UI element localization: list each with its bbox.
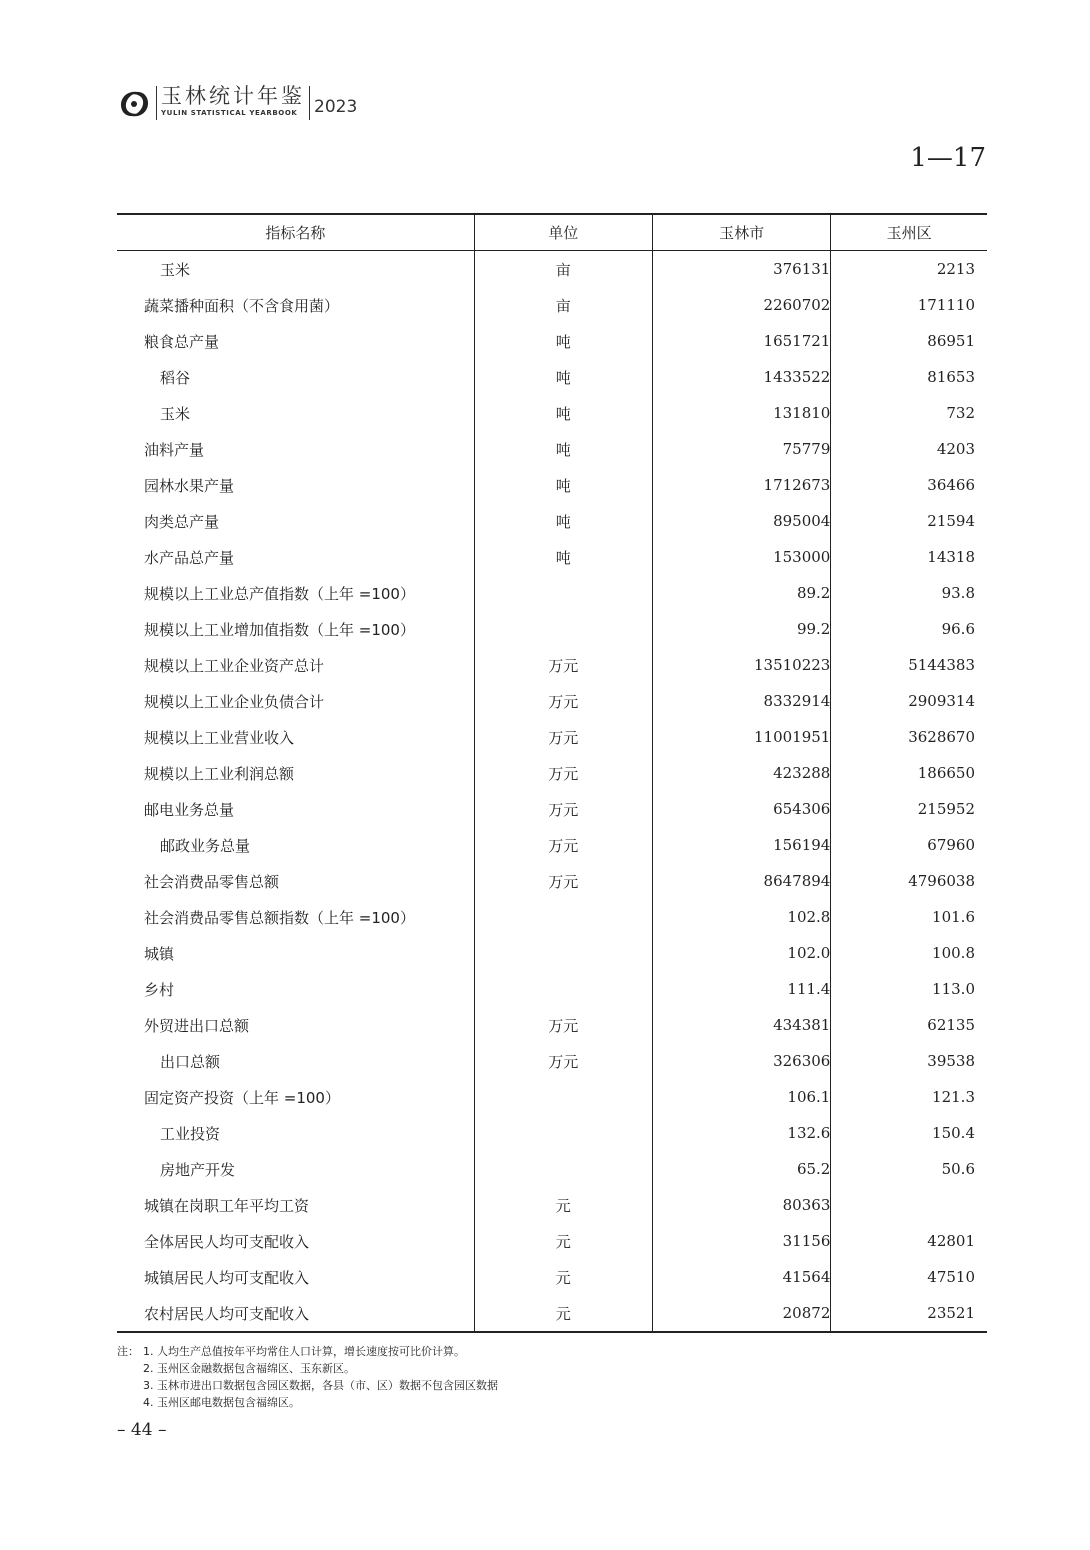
table-row	[117, 1295, 987, 1332]
yuzhou-value: 86951	[831, 323, 987, 359]
yuzhou-value: 42801	[831, 1223, 987, 1259]
table-row	[117, 683, 987, 719]
yulin-value: 102.8	[652, 899, 831, 935]
table-row	[117, 323, 987, 359]
table-row	[117, 539, 987, 575]
unit-cell	[474, 1079, 652, 1115]
yulin-value: 20872	[652, 1295, 831, 1332]
unit-cell	[474, 611, 652, 647]
unit-cell: 元	[474, 1259, 652, 1295]
indicator-name: 油料产量	[144, 440, 205, 459]
unit-cell	[474, 1151, 652, 1187]
unit-cell	[474, 1115, 652, 1151]
unit-cell: 吨	[474, 431, 652, 467]
yulin-value: 895004	[652, 503, 831, 539]
yulin-value: 75779	[652, 431, 831, 467]
unit-cell	[474, 899, 652, 935]
yulin-value: 654306	[652, 791, 831, 827]
indicator-name: 蔬菜播种面积（不含食用菌）	[144, 296, 340, 315]
indicator-name: 稻谷	[160, 368, 191, 387]
indicator-name: 出口总额	[160, 1052, 221, 1071]
indicator-name: 规模以上工业增加值指数（上年 =100）	[144, 620, 415, 639]
table-row	[117, 1259, 987, 1295]
note-text: 2. 玉州区金融数据包含福绵区、玉东新区。	[143, 1362, 355, 1375]
unit-cell: 万元	[474, 647, 652, 683]
yuzhou-value: 101.6	[831, 899, 987, 935]
indicator-name: 社会消费品零售总额指数（上年 =100）	[144, 908, 415, 927]
table-row	[117, 935, 987, 971]
indicator-name: 规模以上工业利润总额	[144, 764, 295, 783]
unit-cell	[474, 971, 652, 1007]
yulin-value: 106.1	[652, 1079, 831, 1115]
yuzhou-value: 47510	[831, 1259, 987, 1295]
unit-cell: 万元	[474, 1043, 652, 1079]
yulin-value: 131810	[652, 395, 831, 431]
unit-cell: 万元	[474, 683, 652, 719]
yulin-value: 65.2	[652, 1151, 831, 1187]
yulin-value: 13510223	[652, 647, 831, 683]
yuzhou-value: 14318	[831, 539, 987, 575]
table-row	[117, 1151, 987, 1187]
yulin-value: 31156	[652, 1223, 831, 1259]
indicator-name: 全体居民人均可支配收入	[144, 1232, 310, 1251]
table-row	[117, 575, 987, 611]
yulin-value: 1712673	[652, 467, 831, 503]
yulin-value: 8647894	[652, 863, 831, 899]
note-item	[117, 1377, 498, 1394]
yuzhou-value: 23521	[831, 1295, 987, 1332]
note-item	[117, 1394, 498, 1411]
yuzhou-value: 62135	[831, 1007, 987, 1043]
indicator-name: 规模以上工业总产值指数（上年 =100）	[144, 584, 415, 603]
yulin-value: 376131	[652, 251, 831, 288]
yearbook-header	[116, 84, 357, 124]
yulin-value: 2260702	[652, 287, 831, 323]
yulin-value: 434381	[652, 1007, 831, 1043]
col-header-yulin: 玉林市	[652, 214, 831, 251]
unit-cell	[474, 575, 652, 611]
unit-cell: 元	[474, 1223, 652, 1259]
unit-cell: 亩	[474, 251, 652, 288]
yulin-value: 423288	[652, 755, 831, 791]
yuzhou-value: 732	[831, 395, 987, 431]
indicator-name: 社会消费品零售总额	[144, 872, 280, 891]
unit-cell: 吨	[474, 323, 652, 359]
indicator-name: 外贸进出口总额	[144, 1016, 250, 1035]
indicator-name: 城镇居民人均可支配收入	[144, 1268, 310, 1287]
table-row	[117, 863, 987, 899]
yuzhou-value: 36466	[831, 467, 987, 503]
page-number: – 44 –	[117, 1420, 167, 1440]
unit-cell: 吨	[474, 395, 652, 431]
note-text: 1. 人均生产总值按年平均常住人口计算，增长速度按可比价计算。	[143, 1345, 465, 1358]
indicator-name: 固定资产投资（上年 =100）	[144, 1088, 340, 1107]
yuzhou-value: 150.4	[831, 1115, 987, 1151]
indicator-name: 规模以上工业企业资产总计	[144, 656, 325, 675]
indicator-name: 粮食总产量	[144, 332, 220, 351]
table-row	[117, 791, 987, 827]
yuzhou-value: 93.8	[831, 575, 987, 611]
table-row	[117, 899, 987, 935]
table-row	[117, 251, 987, 288]
yuzhou-value: 2213	[831, 251, 987, 288]
yuzhou-value: 21594	[831, 503, 987, 539]
table-row	[117, 1007, 987, 1043]
unit-cell: 吨	[474, 503, 652, 539]
indicator-name: 房地产开发	[160, 1160, 236, 1179]
table-row	[117, 359, 987, 395]
indicator-name: 邮电业务总量	[144, 800, 235, 819]
yulin-value: 1651721	[652, 323, 831, 359]
indicator-name: 肉类总产量	[144, 512, 220, 531]
indicator-name: 规模以上工业营业收入	[144, 728, 295, 747]
unit-cell: 吨	[474, 539, 652, 575]
yuzhou-value: 4796038	[831, 863, 987, 899]
yuzhou-value: 215952	[831, 791, 987, 827]
table-row	[117, 1115, 987, 1151]
indicator-name: 工业投资	[160, 1124, 221, 1143]
table-row	[117, 611, 987, 647]
yearbook-title: 玉林统计年鉴	[161, 84, 305, 108]
statistics-table	[117, 213, 987, 1333]
table-row	[117, 827, 987, 863]
unit-cell: 万元	[474, 1007, 652, 1043]
unit-cell: 吨	[474, 359, 652, 395]
unit-cell: 吨	[474, 467, 652, 503]
yuzhou-value: 39538	[831, 1043, 987, 1079]
yulin-value: 41564	[652, 1259, 831, 1295]
yuzhou-value: 3628670	[831, 719, 987, 755]
yuzhou-value: 81653	[831, 359, 987, 395]
table-row	[117, 503, 987, 539]
yulin-value: 156194	[652, 827, 831, 863]
yulin-value: 8332914	[652, 683, 831, 719]
table-row	[117, 755, 987, 791]
yuzhou-value: 100.8	[831, 935, 987, 971]
table-row	[117, 395, 987, 431]
indicator-name: 邮政业务总量	[160, 836, 251, 855]
yearbook-logo-icon	[116, 86, 152, 122]
yuzhou-value: 2909314	[831, 683, 987, 719]
note-item	[117, 1360, 498, 1377]
yulin-value: 11001951	[652, 719, 831, 755]
unit-cell	[474, 935, 652, 971]
table-number: 1—17	[910, 143, 986, 173]
col-header-yuzhou: 玉州区	[831, 214, 987, 251]
indicator-name: 城镇在岗职工年平均工资	[144, 1196, 310, 1215]
yulin-value: 153000	[652, 539, 831, 575]
yuzhou-value: 4203	[831, 431, 987, 467]
header-title-block	[161, 84, 305, 118]
col-header-unit: 单位	[474, 214, 652, 251]
yuzhou-value: 96.6	[831, 611, 987, 647]
note-prefix: 注：	[117, 1345, 139, 1358]
unit-cell: 万元	[474, 719, 652, 755]
unit-cell: 亩	[474, 287, 652, 323]
table-header-row	[117, 214, 987, 251]
indicator-name: 玉米	[160, 404, 191, 423]
unit-cell: 万元	[474, 827, 652, 863]
table-row	[117, 431, 987, 467]
indicator-name: 规模以上工业企业负债合计	[144, 692, 325, 711]
unit-cell: 元	[474, 1187, 652, 1223]
yearbook-year: 2023	[314, 97, 358, 117]
yulin-value: 111.4	[652, 971, 831, 1007]
table-row	[117, 287, 987, 323]
table-row	[117, 647, 987, 683]
yulin-value: 132.6	[652, 1115, 831, 1151]
yuzhou-value: 113.0	[831, 971, 987, 1007]
table-row	[117, 1079, 987, 1115]
table-row	[117, 1043, 987, 1079]
indicator-name: 玉米	[160, 260, 191, 279]
table-body	[117, 251, 987, 1333]
table-row	[117, 719, 987, 755]
header-divider	[156, 86, 157, 120]
yuzhou-value: 171110	[831, 287, 987, 323]
yulin-value: 99.2	[652, 611, 831, 647]
yearbook-title-en: YULIN STATISTICAL YEARBOOK	[161, 109, 298, 117]
yuzhou-value: 50.6	[831, 1151, 987, 1187]
unit-cell: 万元	[474, 791, 652, 827]
note-text: 4. 玉州区邮电数据包含福绵区。	[143, 1396, 300, 1409]
yulin-value: 89.2	[652, 575, 831, 611]
indicator-name: 园林水果产量	[144, 476, 235, 495]
indicator-name: 农村居民人均可支配收入	[144, 1304, 310, 1323]
indicator-name: 乡村	[144, 980, 175, 999]
yulin-value: 326306	[652, 1043, 831, 1079]
table-row	[117, 971, 987, 1007]
table-notes	[117, 1343, 498, 1411]
col-header-indicator: 指标名称	[117, 214, 474, 251]
yuzhou-value: 67960	[831, 827, 987, 863]
unit-cell: 万元	[474, 755, 652, 791]
note-text: 3. 玉林市进出口数据包含园区数据，各县（市、区）数据不包含园区数据	[143, 1379, 498, 1392]
yuzhou-value	[831, 1187, 987, 1223]
yuzhou-value: 5144383	[831, 647, 987, 683]
yulin-value: 80363	[652, 1187, 831, 1223]
note-item	[117, 1343, 498, 1360]
unit-cell: 元	[474, 1295, 652, 1332]
yuzhou-value: 121.3	[831, 1079, 987, 1115]
header-divider-2	[309, 86, 310, 120]
table-row	[117, 467, 987, 503]
yuzhou-value: 186650	[831, 755, 987, 791]
indicator-name: 水产品总产量	[144, 548, 235, 567]
yulin-value: 102.0	[652, 935, 831, 971]
indicator-name: 城镇	[144, 944, 175, 963]
unit-cell: 万元	[474, 863, 652, 899]
table-row	[117, 1187, 987, 1223]
yulin-value: 1433522	[652, 359, 831, 395]
table-row	[117, 1223, 987, 1259]
